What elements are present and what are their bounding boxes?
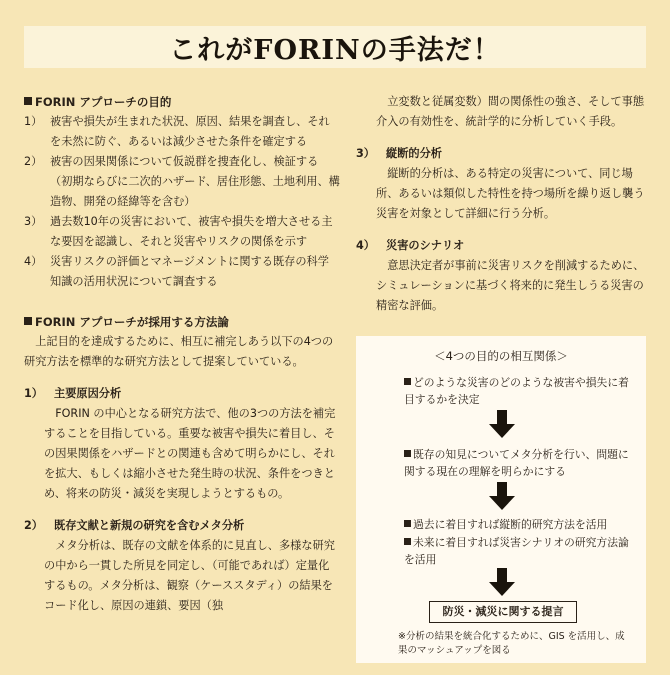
method-2-heading: 2） 既存文献と新規の研究を含むメタ分析 [24,519,245,532]
down-arrow-icon [489,568,515,596]
square-bullet-icon [24,97,32,105]
method-1-text: FORIN の中心となる研究方法で、他の3つの方法を補完することを目指している。重要な被害や損失に着目し、その因果関係をハザードとの関連も含めて明らかにし、それを拡大、もしくは縮小させた発生時の状況、条件をつきとめ、将来の防災・減災を実現しようとするもの。 [44,407,336,500]
diagram-step-3a: 過去に着目すれば縦断的研究方法を活用 [404,516,634,533]
method-2-continued: 立変数と従属変数）間の関係性の強さ、そして事態介入の有効性を、統計学的に分析していく手段。 [376,95,645,128]
square-bullet-icon [404,450,411,457]
methods-intro: 上記目的を達成するために、相互に補完しあう以下の4つの研究方法を標準的な研究方法として提案していている。 [24,335,334,368]
relationship-diagram [356,336,646,663]
method-4-heading: 4） 災害のシナリオ [356,239,465,252]
down-arrow-icon [489,410,515,438]
square-bullet-icon [404,538,411,545]
diagram-final-box: 防災・減災に関する提言 [429,601,577,623]
purpose-item-2: 2） 被害の因果関係について仮説群を捜査化し、検証する（初期ならびに二次的ハザード、居住形態、土地利用、構造物、開発の経緯等を含む） [24,155,340,208]
purpose-item-4: 4） 災害リスクの評価とマネージメントに関する既存の科学知識の活用状況について調査する [24,255,329,288]
diagram-note: ※分析の結果を統合化するために、GIS を活用し、成果のマッシュアップを図る [398,631,625,656]
diagram-title: ＜4つの目的の相互関係＞ [434,349,568,363]
title-banner [24,26,646,68]
left-column [24,92,340,616]
square-bullet-icon [404,378,411,385]
down-arrow-icon [489,482,515,510]
page-title: これがFORINの手法だ！ [169,34,501,66]
method-3-text: 縦断的分析は、ある特定の災害について、同じ場所、あるいは類似した特性を持つ場所を繰り返し襲う災害を対象として詳細に行う分析。 [376,167,645,220]
method-1-heading: 1） 主要原因分析 [24,387,122,400]
section-heading-methods: FORIN アプローチが採用する方法論 [24,312,340,332]
section-heading-purpose: FORIN アプローチの目的 [24,92,340,112]
square-bullet-icon [24,317,32,325]
square-bullet-icon [404,520,411,527]
right-column [356,92,646,316]
purpose-item-3: 3） 過去数10年の災害において、被害や損失を増大させる主な要因を認識し、それと災害やリスクの関係を示す [24,215,333,248]
diagram-step-3b: 未来に着目すれば災害シナリオの研究方法論を活用 [404,536,629,566]
diagram-step-1: どのような災害のどのような被害や損失に着目するかを決定 [404,376,629,406]
purpose-item-1: 1） 被害や損失が生まれた状況、原因、結果を調査し、それを未然に防ぐ、あるいは減少させた条件を確定する [24,115,330,148]
diagram-step-2: 既存の知見についてメタ分析を行い、問題に関する現在の理解を明らかにする [404,448,629,478]
method-3-heading: 3） 縦断的分析 [356,147,442,160]
method-4-text: 意思決定者が事前に災害リスクを削減するために、シミュレーションに基づく将来的に発生しうる災害の精密な評価。 [376,259,645,312]
method-2-text: メタ分析は、既存の文献を体系的に見直し、多様な研究の中から一貫した所見を同定し、（可能であれば）定量化するもの。メタ分析は、観察（ケーススタディ）の結果をコード化し、原因の連鎖、要因（独 [44,539,335,612]
